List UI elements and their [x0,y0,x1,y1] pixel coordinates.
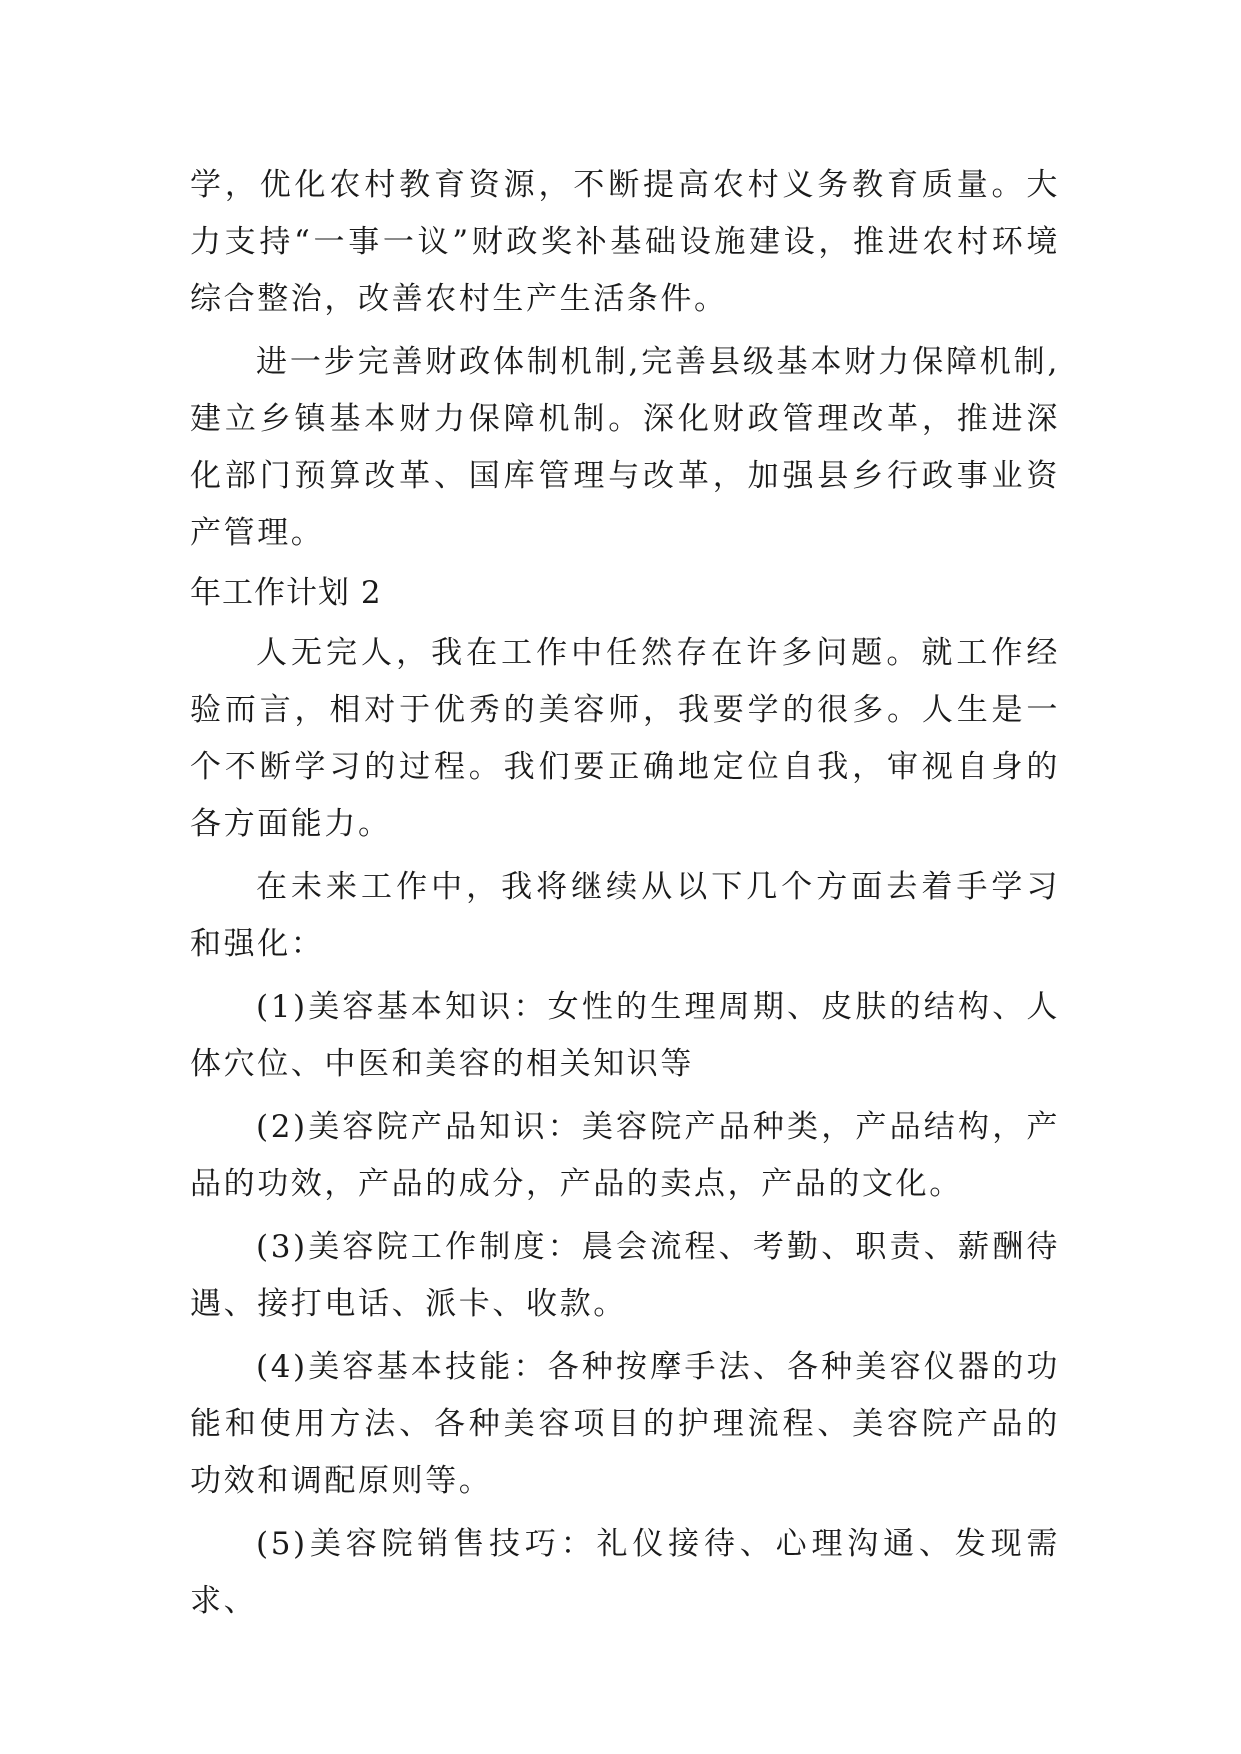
list-item-sales-skills: (5)美容院销售技巧：礼仪接待、心理沟通、发现需求、 [190,1526,1060,1619]
list-item-basic-knowledge: (1)美容基本知识：女性的生理周期、皮肤的结构、人体穴位、中医和美容的相关知识等 [190,989,1060,1082]
paragraph-fiscal-system: 进一步完善财政体制机制,完善县级基本财力保障机制,建立乡镇基本财力保障机制。深化财政管理改革，推进深化部门预算改革、国库管理与改革，加强县乡行政事业资产管理。 [190,344,1060,551]
list-item-work-rules: (3)美容院工作制度：晨会流程、考勤、职责、薪酬待遇、接打电话、派卡、收款。 [190,1229,1060,1322]
document-body [190,157,1060,1630]
paragraph-rural-education: 学，优化农村教育资源，不断提高农村义务教育质量。大力支持“一事一议”财政奖补基础设施建设，推进农村环境综合整治，改善农村生产生活条件。 [190,167,1060,317]
paragraph-future-plan: 在未来工作中，我将继续从以下几个方面去着手学习和强化： [190,869,1060,962]
section-heading: 年工作计划 2 [190,575,382,611]
list-item-basic-skills: (4)美容基本技能：各种按摩手法、各种美容仪器的功能和使用方法、各种美容项目的护理流程、美容院产品的功效和调配原则等。 [190,1349,1060,1499]
list-item-product-knowledge: (2)美容院产品知识：美容院产品种类，产品结构，产品的功效，产品的成分，产品的卖点，产品的文化。 [190,1109,1060,1202]
paragraph-self-assessment: 人无完人，我在工作中任然存在许多问题。就工作经验而言，相对于优秀的美容师，我要学的很多。人生是一个不断学习的过程。我们要正确地定位自我，审视自身的各方面能力。 [190,635,1060,842]
